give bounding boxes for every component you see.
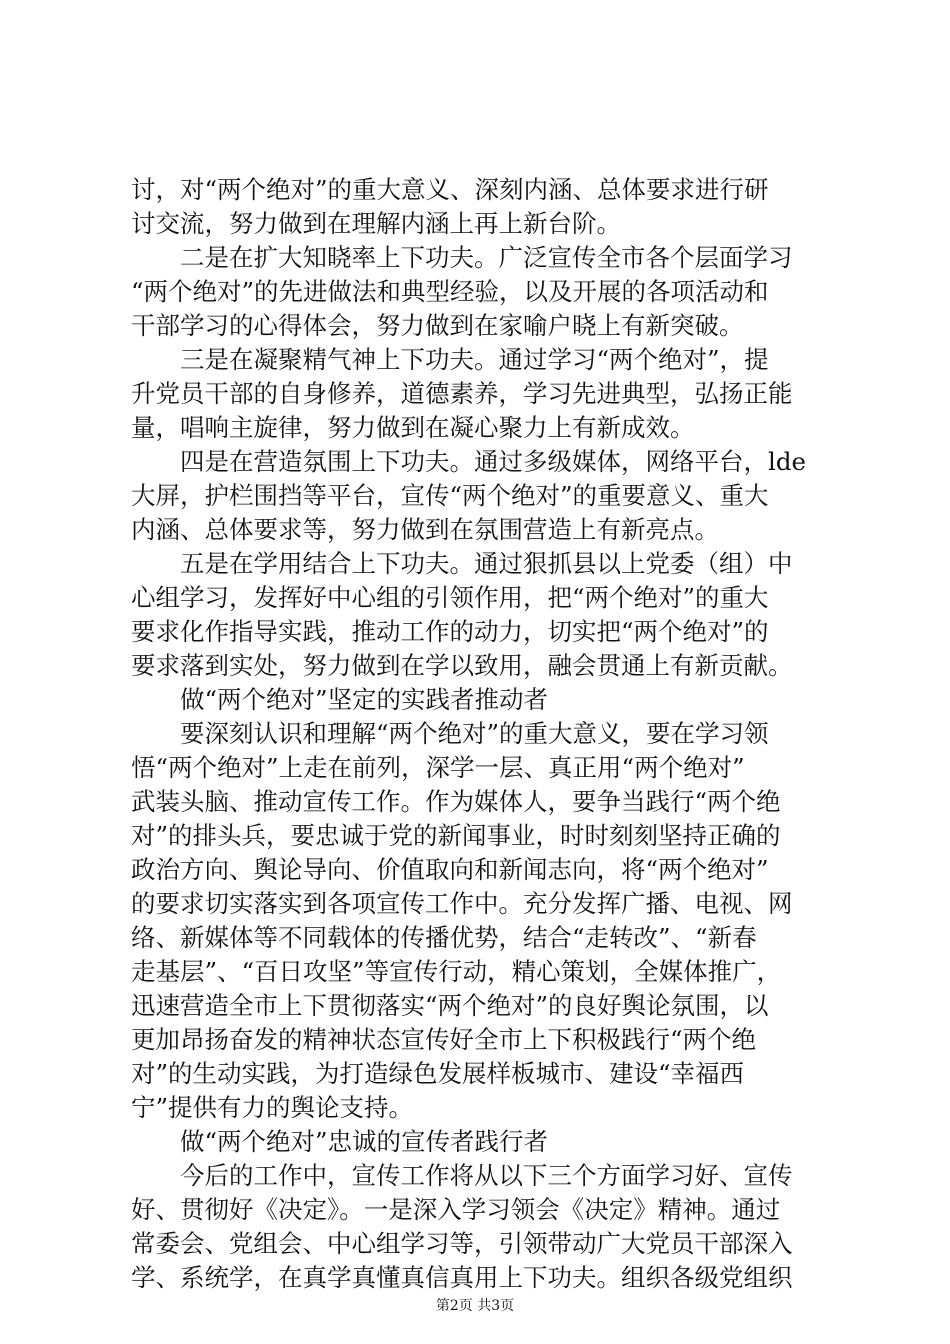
text-line: 学、系统学，在真学真懂真信真用上下功夫。组织各级党组织 bbox=[131, 1263, 793, 1292]
text-line: 要求化作指导实践，推动工作的动力，切实把“两个绝对”的 bbox=[131, 617, 769, 646]
text-line: 干部学习的心得体会，努力做到在家喻户晓上有新突破。 bbox=[131, 311, 744, 340]
text-line: 大屏，护栏围挡等平台，宣传“两个绝对”的重要意义、重大 bbox=[131, 481, 769, 510]
text-line: 讨交流，努力做到在理解内涵上再上新台阶。 bbox=[131, 209, 621, 238]
text-line: 常委会、党组会、中心组学习等，引领带动广大党员干部深入 bbox=[131, 1229, 793, 1258]
text-line: 要深刻认识和理解“两个绝对”的重大意义，要在学习领 bbox=[131, 719, 769, 748]
text-line: 走基层”、“百日攻坚”等宣传行动，精心策划，全媒体推广， bbox=[131, 957, 782, 986]
text-line: 迅速营造全市上下贯彻落实“两个绝对”的良好舆论氛围，以 bbox=[131, 991, 769, 1020]
text-line: 心组学习，发挥好中心组的引领作用，把“两个绝对”的重大 bbox=[131, 583, 769, 612]
text-line: 好、贯彻好《决定》。一是深入学习领会《决定》精神。通过 bbox=[131, 1195, 781, 1224]
text-line: 五是在学用结合上下功夫。通过狠抓县以上党委（组）中 bbox=[131, 549, 793, 578]
text-line: 内涵、总体要求等，努力做到在氛围营造上有新亮点。 bbox=[131, 515, 719, 544]
text-line: 对”的生动实践，为打造绿色发展样板城市、建设“幸福西 bbox=[131, 1059, 745, 1088]
text-line: 二是在扩大知晓率上下功夫。广泛宣传全市各个层面学习 bbox=[131, 243, 793, 272]
text-line: 武装头脑、推动宣传工作。作为媒体人，要争当践行“两个绝 bbox=[131, 787, 781, 816]
text-line: 政治方向、舆论导向、价值取向和新闻志向，将“两个绝对” bbox=[131, 855, 769, 884]
text-line: 要求落到实处，努力做到在学以致用，融会贯通上有新贡献。 bbox=[131, 651, 793, 680]
section-heading: 做“两个绝对”坚定的实践者推动者 bbox=[131, 685, 549, 714]
section-heading: 做“两个绝对”忠诚的宣传者践行者 bbox=[131, 1127, 549, 1156]
text-line: 对”的排头兵，要忠诚于党的新闻事业，时时刻刻坚持正确的 bbox=[131, 821, 781, 850]
text-line: 悟“两个绝对”上走在前列，深学一层、真正用“两个绝对” bbox=[131, 753, 745, 782]
text-line: 宁”提供有力的舆论支持。 bbox=[131, 1093, 414, 1122]
text-line: 更加昂扬奋发的精神状态宣传好全市上下积极践行“两个绝 bbox=[131, 1025, 757, 1054]
document-body bbox=[131, 173, 831, 1295]
text-line: 三是在凝聚精气神上下功夫。通过学习“两个绝对”，提 bbox=[131, 345, 769, 374]
text-line: 络、新媒体等不同载体的传播优势，结合“走转改”、“新春 bbox=[131, 923, 757, 952]
text-line: 量，唱响主旋律，努力做到在凝心聚力上有新成效。 bbox=[131, 413, 695, 442]
page-footer bbox=[0, 1297, 950, 1315]
text-line: 四是在营造氛围上下功夫。通过多级媒体，网络平台，lde bbox=[131, 447, 807, 476]
text-line: 讨，对“两个绝对”的重大意义、深刻内涵、总体要求进行研 bbox=[131, 175, 769, 204]
page-number-label: 第2页 共3页 bbox=[435, 1298, 515, 1314]
text-line: 今后的工作中，宣传工作将从以下三个方面学习好、宣传 bbox=[131, 1161, 793, 1190]
text-line: 的要求切实落实到各项宣传工作中。充分发挥广播、电视、网 bbox=[131, 889, 793, 918]
text-line: 升党员干部的自身修养，道德素养，学习先进典型，弘扬正能 bbox=[131, 379, 793, 408]
text-line: “两个绝对”的先进做法和典型经验，以及开展的各项活动和 bbox=[131, 277, 769, 306]
